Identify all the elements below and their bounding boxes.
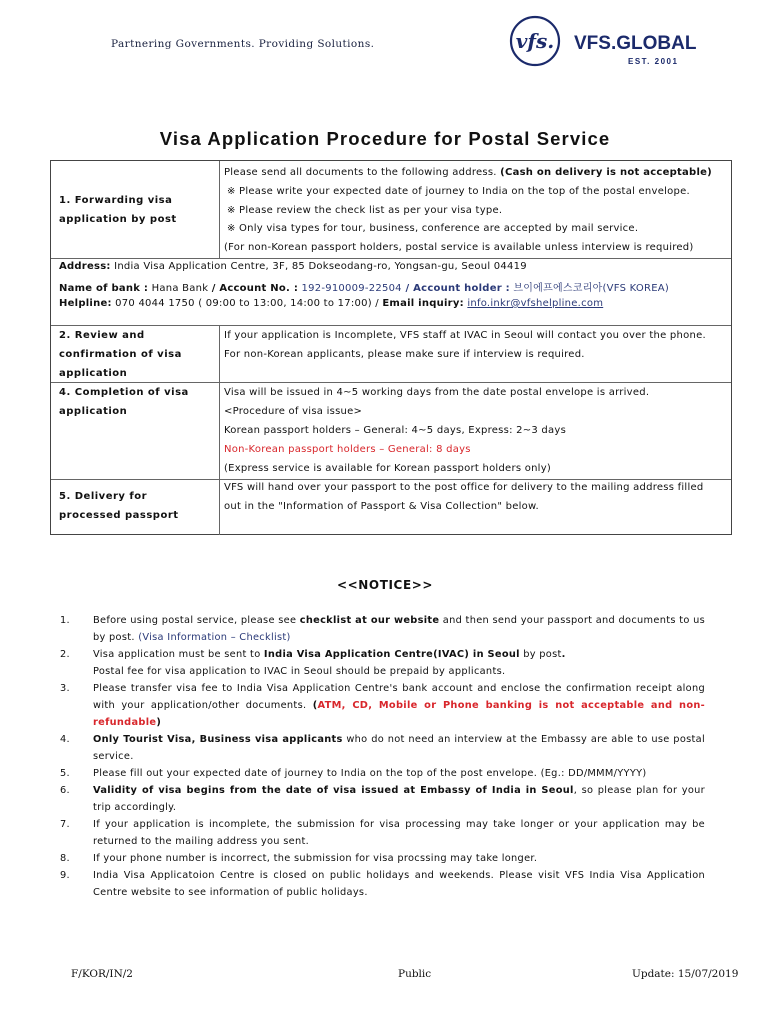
section4-text: <Procedure of visa issue> bbox=[224, 406, 363, 417]
bank-line: Name of bank : Hana Bank / Account No. : 192-910009-22504 / Account holder : 브이에프에스코리아(VFS KOREA) bbox=[59, 283, 670, 294]
address-line: Address: India Visa Application Centre, 3F, 85 Dokseodang-ro, Yongsan-gu, Seoul 04419 bbox=[59, 261, 527, 272]
notice-item: 4. Only Tourist Visa, Business visa applicants who do not need an interview at the Embassy are able to use postal service. bbox=[60, 734, 705, 762]
footer-update-date: Update: 15/07/2019 bbox=[632, 968, 739, 980]
notice-item: 6. Validity of visa begins from the date of visa issued at Embassy of India in Seoul, so please plan for your trip accordingly. bbox=[60, 785, 705, 813]
procedure-table bbox=[50, 160, 732, 535]
table-divider bbox=[51, 258, 731, 259]
section4-text: Visa will be issued in 4~5 working days from the date postal envelope is arrived. bbox=[224, 387, 650, 398]
footer-form-code: F/KOR/IN/2 bbox=[71, 968, 133, 980]
section4-label: 4. Completion of visa bbox=[59, 387, 189, 398]
page-title: Visa Application Procedure for Postal Service bbox=[159, 128, 611, 149]
section1-note: ※ Only visa types for tour, business, conference are accepted by mail service. bbox=[227, 223, 639, 234]
footer-classification: Public bbox=[398, 968, 432, 980]
section1-label: application by post bbox=[59, 214, 177, 225]
section2-label: confirmation of visa bbox=[59, 349, 182, 360]
table-divider bbox=[51, 479, 731, 480]
table-divider bbox=[219, 161, 220, 258]
section4-label: application bbox=[59, 406, 128, 417]
notice-item: 3. Please transfer visa fee to India Visa Application Centre's bank account and enclose the confirmation receipt along with your application/other documents. (ATM, CD, Mobile or Phone banking is not acceptable and non-refundable) bbox=[60, 683, 705, 728]
vfs-global-logo bbox=[508, 14, 718, 74]
notice-item: 8. If your phone number is incorrect, the submission for visa procssing may take longer. bbox=[60, 853, 538, 864]
notice-item: 5. Please fill out your expected date of journey to India on the top of the post envelope. (Eg.: DD/MMM/YYYY) bbox=[60, 768, 647, 779]
section4-text: Non-Korean passport holders – General: 8 days bbox=[224, 444, 471, 455]
helpline-line: Helpline: 070 4044 1750 ( 09:00 to 13:00, 14:00 to 17:00) / Email inquiry: info.inkr@vfshelpline.com bbox=[59, 298, 604, 309]
header-tagline: Partnering Governments. Providing Solutions. bbox=[111, 38, 375, 50]
logo-mark-text: vfs. bbox=[515, 29, 555, 53]
notice-item: 2. Visa application must be sent to India Visa Application Centre(IVAC) in Seoul by post. Postal fee for visa application to IVAC in Seoul should be prepaid by applicants. bbox=[60, 649, 566, 677]
table-divider bbox=[51, 325, 731, 326]
notice-item: 9. India Visa Applicatoion Centre is closed on public holidays and weekends. Please visit VFS India Visa Application Centre website to see information of public holidays. bbox=[60, 870, 705, 898]
section1-note: ※ Please write your expected date of journey to India on the top of the postal envelope. bbox=[227, 186, 690, 197]
section1-note: (For non-Korean passport holders, postal service is available unless interview is required) bbox=[224, 242, 694, 253]
notice-list bbox=[60, 612, 705, 901]
email-link[interactable]: info.inkr@vfshelpline.com bbox=[467, 298, 604, 309]
table-divider bbox=[219, 325, 220, 535]
section2-text: If your application is Incomplete, VFS staff at IVAC in Seoul will contact you over the phone. bbox=[224, 330, 706, 341]
section5-label: 5. Delivery for bbox=[59, 491, 148, 502]
section2-label: 2. Review and bbox=[59, 330, 145, 341]
section5-label: processed passport bbox=[59, 510, 179, 521]
section2-label: application bbox=[59, 368, 128, 379]
table-divider bbox=[51, 382, 731, 383]
section1-intro: Please send all documents to the following address. (Cash on delivery is not acceptable) bbox=[224, 167, 712, 178]
notice-item: 1. Before using postal service, please see checklist at our website and then send your passport and documents to us by post. (Visa Information – Checklist) bbox=[60, 615, 706, 643]
logo-name-text: VFS.GLOBAL bbox=[574, 33, 697, 54]
section1-label: 1. Forwarding visa bbox=[59, 195, 173, 206]
section5-text: out in the "Information of Passport & Visa Collection" below. bbox=[224, 501, 539, 512]
section4-text: Korean passport holders – General: 4~5 days, Express: 2~3 days bbox=[224, 425, 567, 436]
notice-title: <<NOTICE>> bbox=[336, 578, 434, 592]
checklist-link[interactable]: (Visa Information – Checklist) bbox=[138, 632, 291, 643]
notice-item: 7. If your application is incomplete, the submission for visa processing may take longer or your application may be returned to the mailing address you sent. bbox=[60, 819, 705, 847]
section5-text: VFS will hand over your passport to the post office for delivery to the mailing address filled bbox=[224, 482, 704, 493]
section4-text: (Express service is available for Korean passport holders only) bbox=[224, 463, 552, 474]
logo-est-text: EST. 2001 bbox=[628, 57, 679, 66]
section2-text: For non-Korean applicants, please make sure if interview is required. bbox=[224, 349, 585, 360]
section1-note: ※ Please review the check list as per your visa type. bbox=[227, 205, 503, 216]
